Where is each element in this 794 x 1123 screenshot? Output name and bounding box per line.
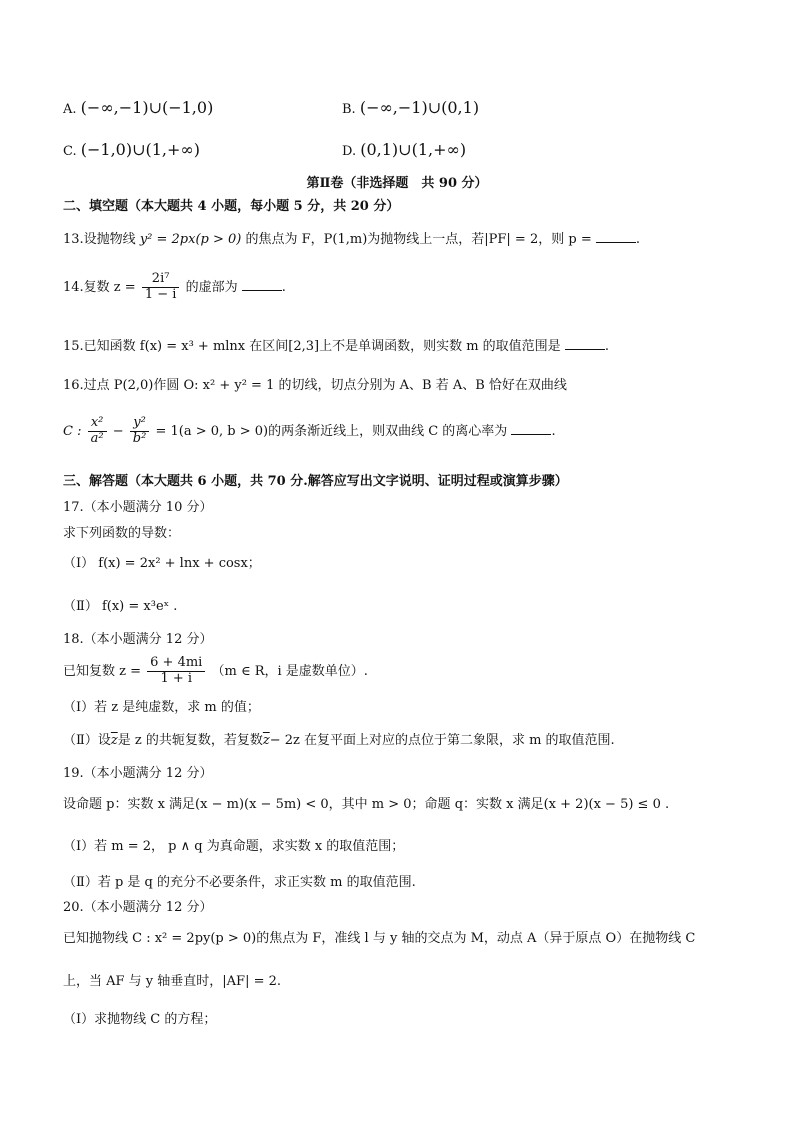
section3-heading: 三、解答题（本大题共 6 小题，共 70 分.解答应写出文字说明、证明过程或演算步骤） [63,474,568,489]
choice-c-expr: (−1,0)∪(1,+∞) [80,140,200,159]
q14-numerator: 2i⁷ [142,272,180,288]
q13-eq: y² = 2px(p > 0) [139,232,242,247]
choice-c [63,140,200,160]
choice-b-expr: (−∞,−1)∪(0,1) [359,98,480,117]
q13-answer-blank [596,230,636,243]
q18-post: （m ∈ R，i 是虚数单位）. [211,663,368,679]
q16-num-y: y² [130,416,150,432]
q20-line1: 已知抛物线 C : x² = 2py(p > 0)的焦点为 F，准线 l 与 y 轴的交点为 M，动点 A（异于原点 O）在抛物线 C [63,931,696,946]
q16-fraction-x [88,416,107,447]
q13-pre: 13.设抛物线 [63,232,136,247]
q17-part2: （Ⅱ） f(x) = x³eˣ . [63,599,178,614]
choice-a-label: A. [63,102,77,117]
q18-head: 18.（本小题满分 12 分） [63,632,213,647]
q18-p2-zbar2: $\overline{z}$ [262,733,270,748]
q14-answer-blank [242,278,282,291]
q19-stem: 设命题 p：实数 x 满足(x − m)(x − 5m) < 0，其中 m > 0；命题 q：实数 x 满足(x + 2)(x − 5) ≤ 0 . [63,797,670,812]
q18-p2-post: − 2z 在复平面上对应的点位于第二象限，求 m 的取值范围. [269,733,615,748]
choice-a-expr: (−∞,−1)∪(−1,0) [80,98,214,117]
q14-end: . [281,279,286,295]
q20-part1: （Ⅰ）求抛物线 C 的方程； [63,1012,217,1027]
q18-p2-zbar: $\overline{z}$ [110,733,118,748]
q18-pre: 已知复数 z = [63,663,142,679]
q18-part1: （Ⅰ）若 z 是纯虚数，求 m 的值； [63,700,260,715]
q18-denominator: 1 + i [160,670,193,686]
q18-part2 [63,733,615,749]
q16-fraction-y [130,416,150,447]
q17-part1: （Ⅰ） f(x) = 2x² + lnx + cosx； [63,556,261,571]
q18-numerator: 6 + 4mi [147,656,205,672]
q19-part2: （Ⅱ）若 p 是 q 的充分不必要条件，求正实数 m 的取值范围. [63,875,416,890]
q14-denominator: 1 − i [144,286,177,302]
q18-p2-mid: 是 z 的共轭复数，若复数 [117,733,263,748]
section2-heading: 二、填空题（本大题共 4 小题，每小题 5 分，共 20 分） [63,199,400,214]
q15-text: 15.已知函数 f(x) = x³ + mlnx 在区间[2,3]上不是单调函数，则实数 m 的取值范围是 [63,339,561,354]
choice-b-label: B. [342,102,356,117]
q19-head: 19.（本小题满分 12 分） [63,766,213,781]
q20-line2: 上，当 AF 与 y 轴垂直时，|AF| = 2. [63,974,282,989]
q13-end: . [635,232,640,247]
question-16-line1: 16.过点 P(2,0)作圆 O: x² + y² = 1 的切线，切点分别为 A、B 若 A、B 恰好在双曲线 [63,378,567,393]
q16-c-pre: C : [63,423,82,439]
choice-d [342,140,466,160]
question-16-line2 [63,416,556,447]
q16-num-x: x² [88,416,107,432]
question-15 [63,337,609,355]
q17-head: 17.（本小题满分 10 分） [63,500,213,515]
choice-c-label: C. [63,144,77,159]
q16-minus: − [112,423,124,439]
q18-stem [63,656,368,687]
q15-answer-blank [565,337,605,350]
q16-post: = 1(a > 0, b > 0)的两条渐近线上，则双曲线 C 的离心率为 [155,423,508,439]
choice-a [63,98,213,118]
q17-ask: 求下列函数的导数： [63,526,181,541]
q19-part1: （Ⅰ）若 m = 2， p ∧ q 为真命题，求实数 x 的取值范围； [63,839,405,854]
question-13 [63,230,640,248]
q14-post: 的虚部为 [185,279,238,295]
q16-den-a: a² [90,430,104,446]
q13-mid: 的焦点为 F，P(1,m)为抛物线上一点，若|PF| = 2，则 p = [245,232,592,247]
q14-fraction [142,272,180,303]
choice-b [342,98,479,118]
q16-end: . [551,423,556,439]
q15-end: . [604,339,609,354]
choice-d-expr: (0,1)∪(1,+∞) [360,140,467,159]
q18-fraction [147,656,205,687]
question-14 [63,272,286,303]
q16-answer-blank [511,422,551,435]
choice-d-label: D. [342,144,357,159]
q16-den-b: b² [132,430,147,446]
q18-p2-pre: （Ⅱ）设 [63,733,111,748]
q20-head: 20.（本小题满分 12 分） [63,900,213,915]
part2-title: 第Ⅱ卷（非选择题 共 90 分） [306,176,488,191]
q14-pre: 14.复数 z = [63,279,136,295]
